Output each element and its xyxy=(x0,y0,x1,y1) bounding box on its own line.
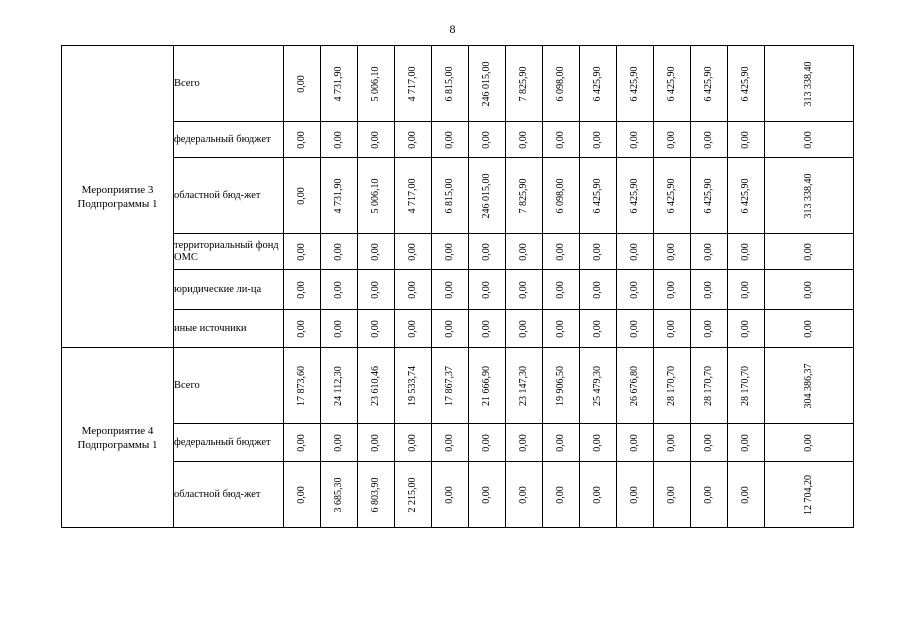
table-row xyxy=(62,46,854,122)
value-cell xyxy=(580,158,617,234)
value-cell xyxy=(469,348,506,424)
value-text: 6 815,00 xyxy=(444,178,455,213)
value-text: 0,00 xyxy=(296,242,307,261)
value-text: 0,00 xyxy=(333,242,344,261)
value-text: 0,00 xyxy=(518,242,529,261)
value-text: 6 098,00 xyxy=(555,178,566,213)
value-cell xyxy=(432,46,469,122)
value-text: 0,00 xyxy=(555,130,566,149)
value-text: 0,00 xyxy=(703,242,714,261)
value-text: 0,00 xyxy=(592,242,603,261)
value-cell xyxy=(358,348,395,424)
value-cell xyxy=(321,46,358,122)
value-text: 0,00 xyxy=(703,280,714,299)
value-cell xyxy=(691,270,728,310)
value-text: 0,00 xyxy=(629,433,640,452)
value-cell xyxy=(728,462,765,528)
value-text: 6 425,90 xyxy=(666,66,677,101)
value-cell xyxy=(617,462,654,528)
value-text: 17 867,37 xyxy=(444,365,455,406)
value-text: 0,00 xyxy=(370,130,381,149)
total-value-cell xyxy=(765,158,854,234)
value-cell xyxy=(284,462,321,528)
value-text: 6 098,00 xyxy=(555,66,566,101)
value-text: 17 873,60 xyxy=(296,365,307,406)
value-text: 0,00 xyxy=(703,319,714,338)
value-text: 28 170,70 xyxy=(740,365,751,406)
total-value-cell xyxy=(765,46,854,122)
value-cell xyxy=(284,158,321,234)
value-cell xyxy=(321,462,358,528)
value-text: 6 425,90 xyxy=(740,66,751,101)
value-text: 0,00 xyxy=(740,319,751,338)
value-text: 304 386,37 xyxy=(803,363,814,408)
value-cell xyxy=(617,158,654,234)
value-text: 0,00 xyxy=(444,485,455,504)
value-cell xyxy=(580,122,617,158)
value-cell xyxy=(321,424,358,462)
value-text: 0,00 xyxy=(666,319,677,338)
value-cell xyxy=(728,158,765,234)
value-text: 2 215,00 xyxy=(407,477,418,512)
value-cell xyxy=(432,462,469,528)
value-text: 26 676,80 xyxy=(629,365,640,406)
value-text: 0,00 xyxy=(370,242,381,261)
value-text: 0,00 xyxy=(666,485,677,504)
value-cell xyxy=(506,270,543,310)
value-cell xyxy=(728,270,765,310)
value-text: 6 425,90 xyxy=(629,178,640,213)
value-cell xyxy=(728,424,765,462)
value-text: 0,00 xyxy=(296,74,307,93)
value-cell xyxy=(358,310,395,348)
value-text: 0,00 xyxy=(407,433,418,452)
value-cell xyxy=(580,462,617,528)
value-text: 24 112,30 xyxy=(333,365,344,406)
value-text: 19 533,74 xyxy=(407,365,418,406)
value-text: 0,00 xyxy=(518,485,529,504)
value-text: 6 425,90 xyxy=(592,178,603,213)
value-text: 0,00 xyxy=(481,130,492,149)
value-text: 0,00 xyxy=(740,242,751,261)
value-text: 0,00 xyxy=(629,242,640,261)
value-text: 0,00 xyxy=(296,433,307,452)
value-cell xyxy=(543,122,580,158)
total-value-cell xyxy=(765,348,854,424)
value-text: 0,00 xyxy=(407,319,418,338)
value-cell xyxy=(617,348,654,424)
value-cell xyxy=(432,310,469,348)
value-text: 0,00 xyxy=(555,242,566,261)
value-text: 0,00 xyxy=(296,280,307,299)
total-value-cell xyxy=(765,424,854,462)
table-row xyxy=(62,348,854,424)
value-text: 6 425,90 xyxy=(703,178,714,213)
value-text: 4 731,90 xyxy=(333,178,344,213)
value-text: 0,00 xyxy=(629,280,640,299)
value-text: 0,00 xyxy=(666,242,677,261)
value-text: 7 825,90 xyxy=(518,66,529,101)
value-cell xyxy=(321,348,358,424)
value-cell xyxy=(691,122,728,158)
value-text: 0,00 xyxy=(592,319,603,338)
value-cell xyxy=(580,234,617,270)
value-text: 0,00 xyxy=(481,319,492,338)
value-text: 0,00 xyxy=(444,242,455,261)
value-cell xyxy=(469,234,506,270)
funding-source-cell: областной бюд-жет xyxy=(174,462,284,528)
value-cell xyxy=(395,348,432,424)
value-cell xyxy=(395,462,432,528)
value-cell xyxy=(580,424,617,462)
value-text: 0,00 xyxy=(444,280,455,299)
value-cell xyxy=(506,234,543,270)
value-cell xyxy=(432,348,469,424)
value-cell xyxy=(321,234,358,270)
value-text: 4 717,00 xyxy=(407,66,418,101)
funding-source-cell: территориальный фонд ОМС xyxy=(174,234,284,270)
value-text: 0,00 xyxy=(629,319,640,338)
value-cell xyxy=(358,122,395,158)
value-text: 0,00 xyxy=(518,433,529,452)
value-text: 0,00 xyxy=(407,130,418,149)
value-text: 0,00 xyxy=(803,319,814,338)
value-text: 0,00 xyxy=(518,280,529,299)
value-cell xyxy=(691,462,728,528)
value-cell xyxy=(321,270,358,310)
value-cell xyxy=(691,348,728,424)
value-text: 0,00 xyxy=(444,433,455,452)
value-text: 0,00 xyxy=(481,242,492,261)
total-value-cell xyxy=(765,122,854,158)
value-text: 12 704,20 xyxy=(803,474,814,515)
value-text: 4 731,90 xyxy=(333,66,344,101)
value-cell xyxy=(617,424,654,462)
value-text: 0,00 xyxy=(803,130,814,149)
value-text: 28 170,70 xyxy=(666,365,677,406)
value-cell xyxy=(691,424,728,462)
value-cell xyxy=(395,234,432,270)
value-cell xyxy=(358,234,395,270)
value-text: 0,00 xyxy=(592,130,603,149)
value-text: 246 015,00 xyxy=(481,61,492,106)
value-cell xyxy=(691,158,728,234)
value-cell xyxy=(284,122,321,158)
value-cell xyxy=(321,122,358,158)
value-text: 0,00 xyxy=(740,485,751,504)
funding-source-cell: Всего xyxy=(174,46,284,122)
value-text: 0,00 xyxy=(555,280,566,299)
value-text: 0,00 xyxy=(407,280,418,299)
value-cell xyxy=(358,158,395,234)
value-cell xyxy=(617,122,654,158)
value-cell xyxy=(284,46,321,122)
value-cell xyxy=(432,122,469,158)
value-cell xyxy=(728,348,765,424)
value-text: 28 170,70 xyxy=(703,365,714,406)
value-cell xyxy=(543,158,580,234)
value-text: 4 717,00 xyxy=(407,178,418,213)
value-cell xyxy=(543,462,580,528)
value-text: 0,00 xyxy=(803,433,814,452)
value-text: 0,00 xyxy=(481,433,492,452)
value-text: 0,00 xyxy=(803,280,814,299)
value-text: 0,00 xyxy=(296,485,307,504)
value-text: 21 666,90 xyxy=(481,365,492,406)
value-cell xyxy=(543,270,580,310)
value-text: 0,00 xyxy=(703,130,714,149)
value-cell xyxy=(543,234,580,270)
budget-table xyxy=(61,45,854,528)
value-cell xyxy=(580,348,617,424)
value-text: 313 338,40 xyxy=(803,173,814,218)
value-cell xyxy=(395,424,432,462)
total-value-cell xyxy=(765,462,854,528)
value-cell xyxy=(358,424,395,462)
value-cell xyxy=(284,234,321,270)
value-text: 0,00 xyxy=(703,433,714,452)
value-cell xyxy=(469,122,506,158)
total-value-cell xyxy=(765,234,854,270)
funding-source-cell: областной бюд-жет xyxy=(174,158,284,234)
funding-source-cell: Всего xyxy=(174,348,284,424)
event-name-cell: Мероприятие 4 Подпрограммы 1 xyxy=(62,348,174,528)
value-cell xyxy=(580,270,617,310)
table-row xyxy=(62,234,854,270)
value-cell xyxy=(469,310,506,348)
table-row xyxy=(62,462,854,528)
value-text: 0,00 xyxy=(666,280,677,299)
value-text: 246 015,00 xyxy=(481,173,492,218)
value-text: 0,00 xyxy=(803,242,814,261)
value-cell xyxy=(358,270,395,310)
value-cell xyxy=(654,46,691,122)
value-cell xyxy=(395,158,432,234)
value-text: 0,00 xyxy=(555,319,566,338)
funding-source-cell: юридические ли-ца xyxy=(174,270,284,310)
value-cell xyxy=(284,424,321,462)
value-cell xyxy=(469,424,506,462)
value-cell xyxy=(617,46,654,122)
total-value-cell xyxy=(765,310,854,348)
value-cell xyxy=(506,310,543,348)
value-cell xyxy=(654,270,691,310)
value-text: 0,00 xyxy=(629,130,640,149)
value-cell xyxy=(469,46,506,122)
value-cell xyxy=(654,158,691,234)
value-cell xyxy=(284,270,321,310)
value-text: 0,00 xyxy=(481,280,492,299)
value-text: 5 006,10 xyxy=(370,178,381,213)
value-text: 0,00 xyxy=(703,485,714,504)
value-cell xyxy=(543,46,580,122)
value-cell xyxy=(469,270,506,310)
value-text: 313 338,40 xyxy=(803,61,814,106)
value-text: 0,00 xyxy=(518,130,529,149)
value-cell xyxy=(728,46,765,122)
value-text: 19 906,50 xyxy=(555,365,566,406)
value-text: 0,00 xyxy=(296,186,307,205)
value-cell xyxy=(432,158,469,234)
value-cell xyxy=(432,270,469,310)
value-text: 0,00 xyxy=(333,433,344,452)
value-text: 6 425,90 xyxy=(703,66,714,101)
value-text: 0,00 xyxy=(481,485,492,504)
value-cell xyxy=(358,462,395,528)
table-row xyxy=(62,122,854,158)
value-cell xyxy=(728,122,765,158)
value-cell xyxy=(358,46,395,122)
value-cell xyxy=(728,234,765,270)
value-text: 0,00 xyxy=(333,319,344,338)
value-cell xyxy=(321,310,358,348)
value-cell xyxy=(506,122,543,158)
value-text: 0,00 xyxy=(592,485,603,504)
value-text: 0,00 xyxy=(296,319,307,338)
value-text: 0,00 xyxy=(370,280,381,299)
value-cell xyxy=(543,348,580,424)
value-text: 0,00 xyxy=(333,130,344,149)
value-text: 0,00 xyxy=(333,280,344,299)
value-text: 6 425,90 xyxy=(666,178,677,213)
value-text: 0,00 xyxy=(629,485,640,504)
value-text: 0,00 xyxy=(666,130,677,149)
value-cell xyxy=(284,310,321,348)
funding-source-cell: федеральный бюджет xyxy=(174,122,284,158)
value-text: 0,00 xyxy=(592,433,603,452)
value-cell xyxy=(469,462,506,528)
value-text: 6 803,90 xyxy=(370,477,381,512)
value-cell xyxy=(395,46,432,122)
value-text: 0,00 xyxy=(370,319,381,338)
value-text: 0,00 xyxy=(740,433,751,452)
value-cell xyxy=(617,270,654,310)
value-text: 7 825,90 xyxy=(518,178,529,213)
value-text: 0,00 xyxy=(555,433,566,452)
value-cell xyxy=(654,462,691,528)
value-cell xyxy=(691,310,728,348)
event-name-cell: Мероприятие 3 Подпрограммы 1 xyxy=(62,46,174,348)
value-cell xyxy=(691,46,728,122)
value-cell xyxy=(580,46,617,122)
value-cell xyxy=(395,270,432,310)
value-text: 0,00 xyxy=(518,319,529,338)
page-number: 8 xyxy=(449,22,456,36)
value-cell xyxy=(617,310,654,348)
value-cell xyxy=(395,310,432,348)
funding-source-cell: федеральный бюджет xyxy=(174,424,284,462)
value-cell xyxy=(506,462,543,528)
value-text: 0,00 xyxy=(555,485,566,504)
value-text: 0,00 xyxy=(407,242,418,261)
value-cell xyxy=(654,310,691,348)
value-cell xyxy=(654,424,691,462)
value-cell xyxy=(506,424,543,462)
value-text: 0,00 xyxy=(592,280,603,299)
value-cell xyxy=(691,234,728,270)
table-row xyxy=(62,270,854,310)
value-cell xyxy=(543,424,580,462)
value-cell xyxy=(506,348,543,424)
value-cell xyxy=(543,310,580,348)
value-text: 23 610,46 xyxy=(370,365,381,406)
value-cell xyxy=(321,158,358,234)
value-cell xyxy=(654,234,691,270)
value-text: 6 425,90 xyxy=(740,178,751,213)
value-text: 23 147,30 xyxy=(518,365,529,406)
value-text: 6 425,90 xyxy=(592,66,603,101)
total-value-cell xyxy=(765,270,854,310)
value-cell xyxy=(617,234,654,270)
value-cell xyxy=(654,122,691,158)
value-cell xyxy=(506,46,543,122)
value-cell xyxy=(580,310,617,348)
value-text: 3 685,30 xyxy=(333,477,344,512)
value-text: 0,00 xyxy=(666,433,677,452)
value-text: 0,00 xyxy=(296,130,307,149)
value-cell xyxy=(395,122,432,158)
value-text: 25 479,30 xyxy=(592,365,603,406)
funding-source-cell: иные источники xyxy=(174,310,284,348)
value-text: 6 815,00 xyxy=(444,66,455,101)
value-cell xyxy=(506,158,543,234)
table-row xyxy=(62,424,854,462)
table-row xyxy=(62,158,854,234)
value-text: 0,00 xyxy=(740,280,751,299)
value-cell xyxy=(284,348,321,424)
table-row xyxy=(62,310,854,348)
value-text: 0,00 xyxy=(444,319,455,338)
value-text: 5 006,10 xyxy=(370,66,381,101)
value-text: 6 425,90 xyxy=(629,66,640,101)
value-text: 0,00 xyxy=(444,130,455,149)
value-cell xyxy=(432,234,469,270)
value-cell xyxy=(432,424,469,462)
value-text: 0,00 xyxy=(740,130,751,149)
value-cell xyxy=(469,158,506,234)
value-cell xyxy=(728,310,765,348)
value-cell xyxy=(654,348,691,424)
value-text: 0,00 xyxy=(370,433,381,452)
